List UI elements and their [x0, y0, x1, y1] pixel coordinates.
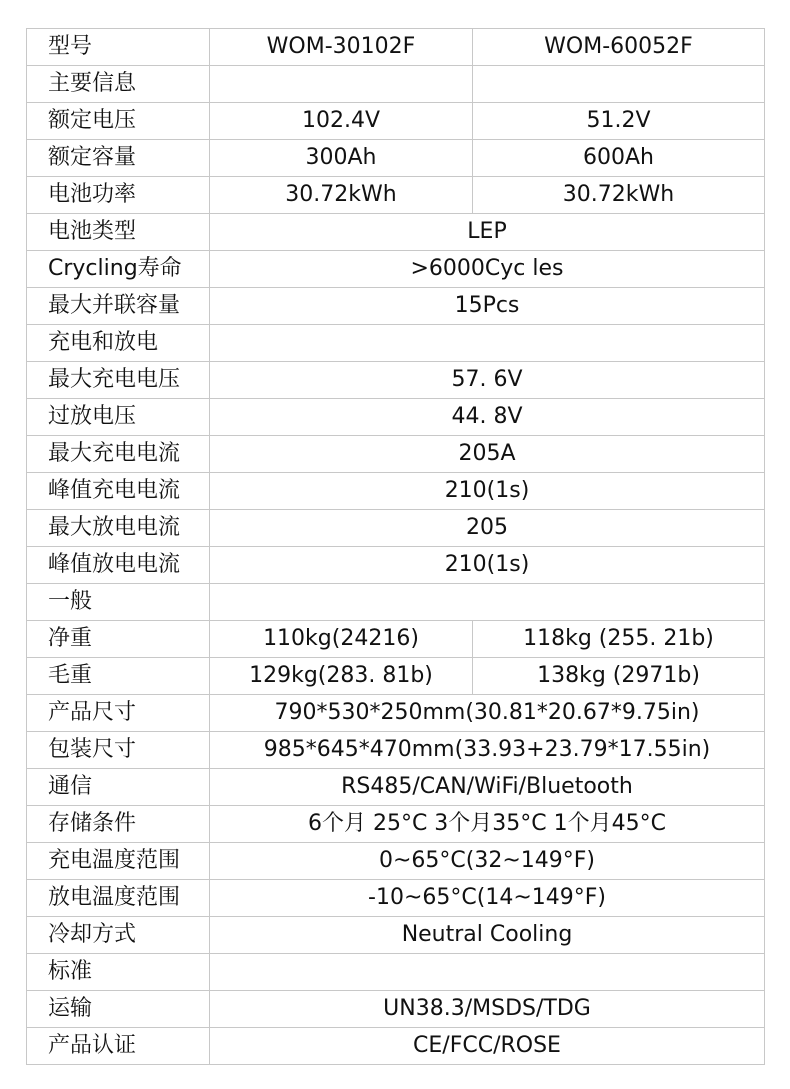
value-cell: RS485/CAN/WiFi/Bluetooth [210, 769, 765, 806]
value-cell: 210(1s) [210, 473, 765, 510]
row-label: 通信 [27, 769, 210, 806]
table-row [27, 214, 765, 251]
table-row [27, 732, 765, 769]
value-a-cell: 30.72kWh [210, 177, 473, 214]
row-label: Crycling寿命 [27, 251, 210, 288]
table-row [27, 251, 765, 288]
table-row [27, 288, 765, 325]
section-row [27, 325, 765, 362]
value-cell: 15Pcs [210, 288, 765, 325]
table-row [27, 1028, 765, 1065]
table-row [27, 510, 765, 547]
table-row [27, 695, 765, 732]
row-label: 额定电压 [27, 103, 210, 140]
section-label: 充电和放电 [27, 325, 210, 362]
table-row [27, 880, 765, 917]
value-b-cell: 138kg (2971b) [473, 658, 765, 695]
value-cell: 6个月 25°C 3个月35°C 1个月45°C [210, 806, 765, 843]
table-row [27, 473, 765, 510]
table-row [27, 29, 765, 66]
row-label: 净重 [27, 621, 210, 658]
value-a-cell: 129kg(283. 81b) [210, 658, 473, 695]
row-label: 额定容量 [27, 140, 210, 177]
row-label: 峰值充电电流 [27, 473, 210, 510]
value-b-cell: 118kg (255. 21b) [473, 621, 765, 658]
value-a-cell: 300Ah [210, 140, 473, 177]
value-b-cell: 600Ah [473, 140, 765, 177]
value-cell: 985*645*470mm(33.93+23.79*17.55in) [210, 732, 765, 769]
value-cell: 790*530*250mm(30.81*20.67*9.75in) [210, 695, 765, 732]
section-row [27, 954, 765, 991]
table-row [27, 362, 765, 399]
value-cell: UN38.3/MSDS/TDG [210, 991, 765, 1028]
row-label: 产品尺寸 [27, 695, 210, 732]
section-label: 标准 [27, 954, 210, 991]
value-cell: -10~65°C(14~149°F) [210, 880, 765, 917]
row-label: 型号 [27, 29, 210, 66]
table-row [27, 769, 765, 806]
model-b-cell: WOM-60052F [473, 29, 765, 66]
row-label: 运输 [27, 991, 210, 1028]
row-label: 最大放电电流 [27, 510, 210, 547]
empty-cell [210, 66, 473, 103]
section-row [27, 66, 765, 103]
value-cell: Neutral Cooling [210, 917, 765, 954]
table-row [27, 806, 765, 843]
row-label: 最大充电电压 [27, 362, 210, 399]
row-label: 最大充电电流 [27, 436, 210, 473]
value-cell: 205 [210, 510, 765, 547]
section-label: 一般 [27, 584, 210, 621]
table-row [27, 177, 765, 214]
table-row [27, 547, 765, 584]
table-row [27, 658, 765, 695]
empty-cell [210, 954, 765, 991]
value-a-cell: 110kg(24216) [210, 621, 473, 658]
table-row [27, 843, 765, 880]
value-cell: 210(1s) [210, 547, 765, 584]
value-cell: >6000Cyc les [210, 251, 765, 288]
value-cell: 44. 8V [210, 399, 765, 436]
table-row [27, 991, 765, 1028]
value-b-cell: 30.72kWh [473, 177, 765, 214]
value-cell: LEP [210, 214, 765, 251]
value-cell: 205A [210, 436, 765, 473]
row-label: 冷却方式 [27, 917, 210, 954]
row-label: 放电温度范围 [27, 880, 210, 917]
table-row [27, 621, 765, 658]
table-row [27, 399, 765, 436]
table-row [27, 917, 765, 954]
value-b-cell: 51.2V [473, 103, 765, 140]
row-label: 电池功率 [27, 177, 210, 214]
empty-cell [210, 325, 765, 362]
row-label: 存储条件 [27, 806, 210, 843]
spec-table [26, 28, 765, 1065]
row-label: 电池类型 [27, 214, 210, 251]
row-label: 峰值放电电流 [27, 547, 210, 584]
value-a-cell: 102.4V [210, 103, 473, 140]
section-label: 主要信息 [27, 66, 210, 103]
row-label: 充电温度范围 [27, 843, 210, 880]
row-label: 过放电压 [27, 399, 210, 436]
model-a-cell: WOM-30102F [210, 29, 473, 66]
value-cell: 0~65°C(32~149°F) [210, 843, 765, 880]
empty-cell [210, 584, 765, 621]
table-row [27, 140, 765, 177]
empty-cell [473, 66, 765, 103]
value-cell: CE/FCC/ROSE [210, 1028, 765, 1065]
section-row [27, 584, 765, 621]
row-label: 最大并联容量 [27, 288, 210, 325]
value-cell: 57. 6V [210, 362, 765, 399]
row-label: 毛重 [27, 658, 210, 695]
table-row [27, 436, 765, 473]
row-label: 产品认证 [27, 1028, 210, 1065]
row-label: 包装尺寸 [27, 732, 210, 769]
table-row [27, 103, 765, 140]
